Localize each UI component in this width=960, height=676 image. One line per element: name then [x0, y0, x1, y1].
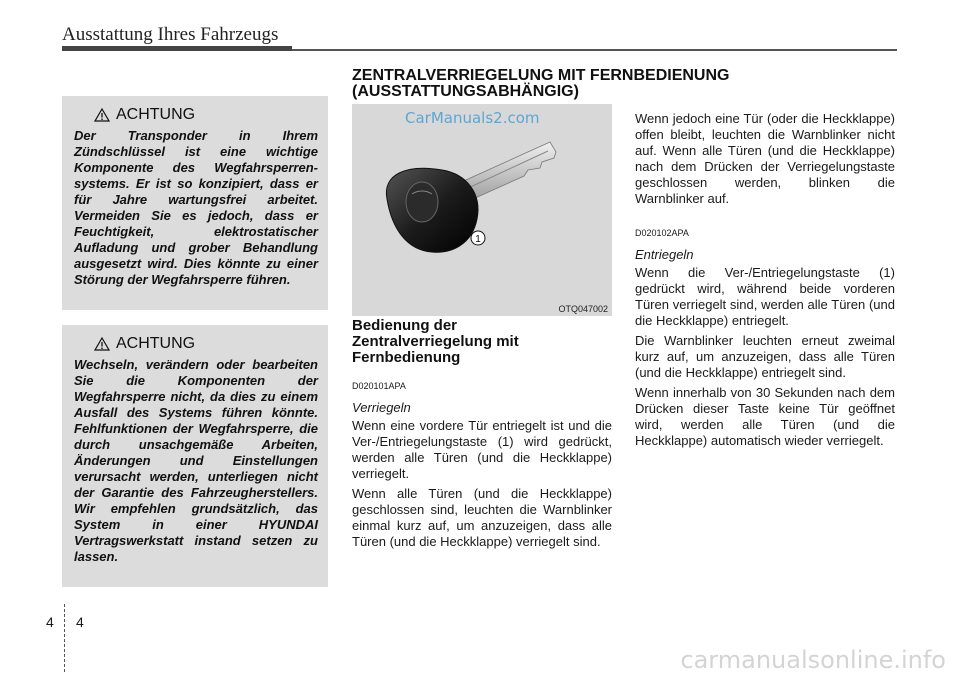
key-figure — [352, 104, 612, 316]
warning-triangle-icon — [94, 337, 110, 351]
subheading-line1: Bedienung der — [352, 317, 458, 334]
page-header-title: Ausstattung Ihres Fahrzeugs — [62, 24, 279, 45]
chapter-number: 4 — [46, 614, 54, 630]
italic-heading-lock: Verriegeln — [352, 400, 411, 415]
warning-box-transponder — [62, 96, 328, 310]
warning-head — [94, 106, 318, 124]
remote-key-illustration — [352, 104, 612, 316]
paragraph: Wenn alle Türen (und die Heckklappe) geschlossen sind, leuchten die Warnblinker einmal kurz auf, um anzuzeigen, dass alle Türen (und die Heckklappe) verriegelt sind. — [352, 486, 612, 549]
middle-column — [352, 318, 612, 554]
warning-title: ACHTUNG — [116, 335, 196, 352]
watermark-top: CarManuals2.com — [405, 109, 540, 127]
warning-head — [94, 335, 318, 353]
section-title-line1: ZENTRALVERRIEGELUNG MIT FERNBEDIENUNG — [352, 67, 730, 84]
callout-number: 1 — [475, 234, 481, 245]
header-rule-light — [292, 49, 897, 51]
paragraph: Wenn eine vordere Tür entriegelt ist und die Ver-/Entriegelungstaste (1) wird gedrückt, werden alle Türen (und die Heckklappe) verriegelt. — [352, 418, 612, 481]
paragraph: Wenn innerhalb von 30 Sekunden nach dem Drücken dieser Taste keine Tür geöffnet wird, werden alle Türen (und die Heckklappe) automatisch wieder verriegelt. — [635, 385, 895, 448]
page-number: 4 — [76, 614, 84, 630]
watermark-bottom: carmanualsonline.info — [680, 646, 946, 674]
reference-code: D020101APA — [352, 381, 406, 391]
subheading-line2: Zentralverriegelung mit — [352, 333, 519, 350]
warning-title: ACHTUNG — [116, 106, 196, 123]
header-rule-dark — [62, 46, 292, 51]
section-title-line2: (AUSSTATTUNGSABHÄNGIG) — [352, 83, 579, 100]
italic-heading-unlock: Entriegeln — [635, 247, 694, 262]
warning-text: Der Transponder in Ihrem Zündschlüssel ist eine wichtige Komponente des Wegfahrsperren-systems. Er ist so konzipiert, dass er für Jahre wartungsfrei arbeitet. Vermeiden Sie es jedoch, dass er Feuchtigkeit, elektrostatischer Aufladung und grober Behandlung ausgesetzt wird. Dies könnte zu einer Störung der Wegfahrsperre führen. — [74, 128, 318, 287]
paragraph: Wenn die Ver-/Entriegelungstaste (1) gedrückt wird, während beide vorderen Türen verriegelt sind, werden alle Türen (und die Heckklappe) entriegelt. — [635, 265, 895, 328]
subheading-line3: Fernbedienung — [352, 349, 461, 366]
paragraph: Wenn jedoch eine Tür (oder die Heckklappe) offen bleibt, leuchten die Warnblinker nicht auf. Wenn alle Türen (und die Heckklappe) nach dem Drücken der Verriegelungstaste geschlossen werden, blinken die Warnblinker auf. — [635, 111, 895, 206]
paragraph: Die Warnblinker leuchten erneut zweimal kurz auf, um anzuzeigen, dass alle Türen (und die Heckklappe) entriegelt sind. — [635, 333, 895, 380]
right-column — [635, 111, 895, 453]
subheading — [352, 318, 612, 366]
section-title — [352, 68, 832, 100]
figure-caption: OTQ047002 — [558, 304, 608, 314]
warning-triangle-icon — [94, 108, 110, 122]
warning-text: Wechseln, verändern oder bearbeiten Sie die Komponenten der Wegfahrsperre nicht, da dies zu einem Ausfall des Systems führen könnte. Fehlfunktionen der Wegfahrsperre, die durch unsachgemäße Arbeiten, Änderungen und Einstellungen verursacht werden, unterliegen nicht der Garantie des Fahrzeugherstellers. Wir empfehlen grundsätzlich, das System in einer HYUNDAI Vertragswerkstatt instand setzen zu lassen. — [74, 357, 318, 564]
reference-code: D020102APA — [635, 228, 689, 238]
footer-divider — [64, 604, 65, 672]
warning-box-immobilizer — [62, 325, 328, 587]
